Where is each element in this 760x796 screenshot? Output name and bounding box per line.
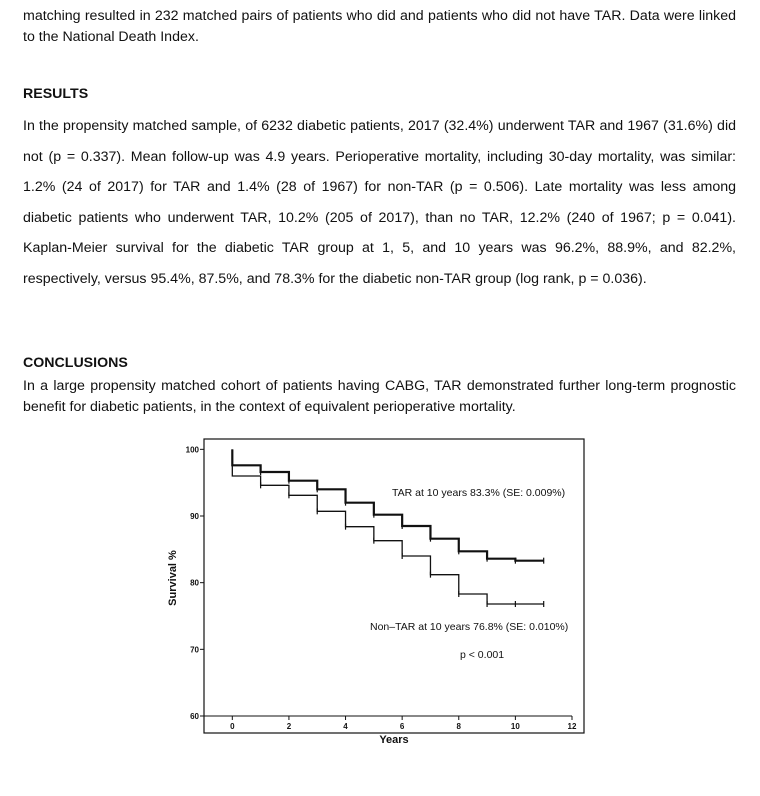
x-tick-label: 6 — [399, 722, 405, 731]
y-ticks — [186, 445, 204, 721]
x-tick-label: 0 — [230, 722, 235, 731]
y-tick-label: 60 — [190, 712, 199, 721]
x-tick-label: 10 — [510, 722, 520, 731]
x-axis-label: Years — [379, 734, 409, 746]
y-tick-label: 70 — [190, 645, 199, 655]
x-ticks — [230, 716, 577, 731]
series-layer — [232, 449, 543, 607]
y-tick-label: 90 — [190, 512, 199, 521]
y-tick-label: 80 — [190, 578, 199, 588]
results-paragraph: In the propensity matched sample, of 6232 diabetic patients, 2017 (32.4%) underwent TAR and 1967 (31.6%) did not (p = 0.337). Mean follow-up was 4.9 years. Perioperative mortality, including 30-day mortality, was similar: 1.2% (24 of 2017) for TAR and 1.4% (28 of 1967) for non-TAR (p = 0.506). Late mortality was less among diabetic patients who underwent TAR, 10.2% (205 of 2017), than no TAR, 12.2% (240 of 1967; p = 0.041). Kaplan-Meier survival for the diabetic TAR group at 1, 5, and 10 years was 96.2%, 88.9%, and 82.2%, respectively, versus 95.4%, 87.5%, and 78.3% for the diabetic non-TAR group (log rank, p = 0.036). — [23, 118, 736, 287]
tar-annotation: TAR at 10 years 83.3% (SE: 0.009%) — [392, 487, 566, 499]
x-tick-label: 12 — [567, 722, 577, 731]
non-tar-annotation: Non–TAR at 10 years 76.8% (SE: 0.010%) — [370, 621, 569, 633]
x-tick-label: 4 — [343, 722, 348, 731]
conclusions-paragraph: In a large propensity matched cohort of patients having CABG, TAR demonstrated further long-term prognostic benefit for diabetic patients, in the context of equivalent perioperative mortality. — [23, 378, 736, 415]
x-tick-label: 8 — [456, 722, 461, 731]
x-tick-label: 2 — [286, 722, 292, 731]
conclusions-heading: CONCLUSIONS — [23, 355, 128, 371]
p-value-annotation: p < 0.001 — [460, 649, 505, 661]
series-line-tar — [232, 449, 543, 560]
y-tick-label: 100 — [185, 445, 199, 455]
y-axis-label: Survival % — [167, 550, 179, 606]
intro-paragraph: matching resulted in 232 matched pairs of patients who did and patients who did not have TAR. Data were linked to the National Death Index. — [23, 8, 736, 45]
results-heading: RESULTS — [23, 86, 89, 102]
